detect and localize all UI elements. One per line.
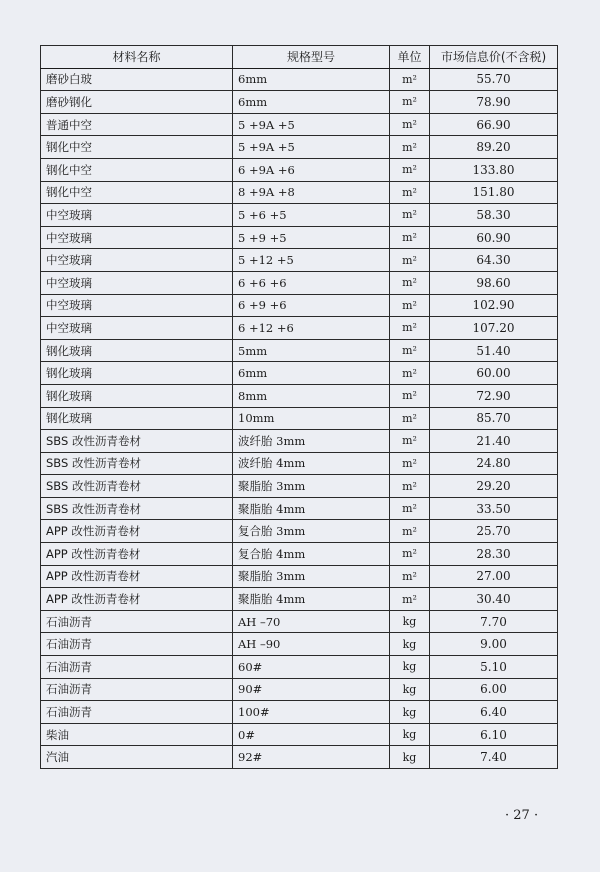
table-row — [41, 136, 558, 159]
table-row — [41, 317, 558, 340]
table-row — [41, 746, 558, 769]
table-row — [41, 181, 558, 204]
table-row — [41, 384, 558, 407]
table-row — [41, 475, 558, 498]
cell-unit: m² — [390, 475, 430, 498]
cell-price: 64.30 — [430, 249, 558, 272]
table-row — [41, 497, 558, 520]
table-row — [41, 656, 558, 679]
cell-price: 7.40 — [430, 746, 558, 769]
cell-spec-model: 0# — [233, 723, 390, 746]
cell-unit: m² — [390, 91, 430, 114]
cell-price: 60.90 — [430, 226, 558, 249]
cell-price: 6.00 — [430, 678, 558, 701]
page-number: · 27 · — [505, 808, 539, 823]
cell-material-name: SBS 改性沥青卷材 — [41, 497, 233, 520]
cell-unit: kg — [390, 610, 430, 633]
header-spec-model: 规格型号 — [233, 46, 390, 69]
cell-material-name: SBS 改性沥青卷材 — [41, 452, 233, 475]
cell-price: 6.10 — [430, 723, 558, 746]
cell-material-name: 磨砂白玻 — [41, 68, 233, 91]
cell-price: 21.40 — [430, 430, 558, 453]
cell-price: 58.30 — [430, 204, 558, 227]
cell-material-name: 钢化中空 — [41, 181, 233, 204]
table-row — [41, 271, 558, 294]
table-row — [41, 430, 558, 453]
table-row — [41, 339, 558, 362]
cell-price: 6.40 — [430, 701, 558, 724]
cell-material-name: 钢化玻璃 — [41, 362, 233, 385]
cell-spec-model: AH –70 — [233, 610, 390, 633]
cell-material-name: 钢化中空 — [41, 136, 233, 159]
cell-material-name: 磨砂钢化 — [41, 91, 233, 114]
cell-price: 51.40 — [430, 339, 558, 362]
cell-unit: m² — [390, 430, 430, 453]
cell-price: 60.00 — [430, 362, 558, 385]
table-row — [41, 520, 558, 543]
cell-spec-model: 6mm — [233, 68, 390, 91]
cell-material-name: 钢化中空 — [41, 158, 233, 181]
cell-spec-model: 聚脂胎 4mm — [233, 497, 390, 520]
cell-spec-model: 8 +9A +8 — [233, 181, 390, 204]
cell-material-name: SBS 改性沥青卷材 — [41, 430, 233, 453]
cell-spec-model: 60# — [233, 656, 390, 679]
cell-unit: m² — [390, 339, 430, 362]
cell-price: 25.70 — [430, 520, 558, 543]
table-header-row — [41, 46, 558, 69]
cell-unit: m² — [390, 158, 430, 181]
cell-material-name: 中空玻璃 — [41, 294, 233, 317]
table-row — [41, 588, 558, 611]
cell-price: 33.50 — [430, 497, 558, 520]
header-market-price: 市场信息价(不含税) — [430, 46, 558, 69]
cell-spec-model: 6 +12 +6 — [233, 317, 390, 340]
cell-unit: kg — [390, 678, 430, 701]
cell-unit: m² — [390, 407, 430, 430]
cell-spec-model: 5mm — [233, 339, 390, 362]
cell-material-name: 中空玻璃 — [41, 204, 233, 227]
cell-unit: kg — [390, 656, 430, 679]
cell-unit: m² — [390, 317, 430, 340]
cell-material-name: APP 改性沥青卷材 — [41, 565, 233, 588]
cell-price: 9.00 — [430, 633, 558, 656]
cell-price: 66.90 — [430, 113, 558, 136]
cell-unit: m² — [390, 362, 430, 385]
cell-material-name: 石油沥青 — [41, 678, 233, 701]
cell-unit: m² — [390, 520, 430, 543]
cell-unit: m² — [390, 68, 430, 91]
cell-material-name: 柴油 — [41, 723, 233, 746]
cell-material-name: 石油沥青 — [41, 701, 233, 724]
price-table — [40, 45, 558, 769]
cell-unit: kg — [390, 633, 430, 656]
cell-material-name: 石油沥青 — [41, 656, 233, 679]
cell-material-name: 汽油 — [41, 746, 233, 769]
cell-unit: m² — [390, 204, 430, 227]
cell-material-name: 中空玻璃 — [41, 317, 233, 340]
table-row — [41, 226, 558, 249]
cell-spec-model: 5 +9A +5 — [233, 113, 390, 136]
table-row — [41, 91, 558, 114]
table-row — [41, 678, 558, 701]
header-material-name: 材料名称 — [41, 46, 233, 69]
cell-spec-model: AH –90 — [233, 633, 390, 656]
table-row — [41, 68, 558, 91]
cell-spec-model: 90# — [233, 678, 390, 701]
cell-unit: m² — [390, 588, 430, 611]
cell-material-name: 普通中空 — [41, 113, 233, 136]
cell-material-name: SBS 改性沥青卷材 — [41, 475, 233, 498]
cell-price: 5.10 — [430, 656, 558, 679]
cell-spec-model: 5 +12 +5 — [233, 249, 390, 272]
table-row — [41, 362, 558, 385]
cell-spec-model: 5 +9A +5 — [233, 136, 390, 159]
cell-unit: m² — [390, 384, 430, 407]
cell-material-name: 钢化玻璃 — [41, 384, 233, 407]
cell-material-name: 钢化玻璃 — [41, 339, 233, 362]
cell-spec-model: 复合胎 3mm — [233, 520, 390, 543]
cell-spec-model: 100# — [233, 701, 390, 724]
header-unit: 单位 — [390, 46, 430, 69]
cell-spec-model: 6 +9 +6 — [233, 294, 390, 317]
cell-price: 151.80 — [430, 181, 558, 204]
cell-spec-model: 6 +6 +6 — [233, 271, 390, 294]
cell-price: 107.20 — [430, 317, 558, 340]
table-row — [41, 633, 558, 656]
cell-spec-model: 5 +6 +5 — [233, 204, 390, 227]
cell-material-name: 石油沥青 — [41, 633, 233, 656]
cell-spec-model: 聚脂胎 3mm — [233, 475, 390, 498]
table-row — [41, 452, 558, 475]
cell-material-name: 中空玻璃 — [41, 226, 233, 249]
cell-spec-model: 波纤胎 4mm — [233, 452, 390, 475]
cell-unit: kg — [390, 701, 430, 724]
table-row — [41, 294, 558, 317]
cell-material-name: APP 改性沥青卷材 — [41, 588, 233, 611]
cell-material-name: APP 改性沥青卷材 — [41, 543, 233, 566]
cell-price: 85.70 — [430, 407, 558, 430]
cell-material-name: 石油沥青 — [41, 610, 233, 633]
cell-material-name: APP 改性沥青卷材 — [41, 520, 233, 543]
cell-material-name: 钢化玻璃 — [41, 407, 233, 430]
cell-unit: m² — [390, 181, 430, 204]
cell-spec-model: 92# — [233, 746, 390, 769]
cell-spec-model: 5 +9 +5 — [233, 226, 390, 249]
cell-spec-model: 波纤胎 3mm — [233, 430, 390, 453]
cell-price: 29.20 — [430, 475, 558, 498]
cell-spec-model: 6 +9A +6 — [233, 158, 390, 181]
cell-material-name: 中空玻璃 — [41, 271, 233, 294]
cell-spec-model: 6mm — [233, 91, 390, 114]
cell-price: 72.90 — [430, 384, 558, 407]
cell-price: 28.30 — [430, 543, 558, 566]
cell-unit: m² — [390, 565, 430, 588]
cell-unit: m² — [390, 452, 430, 475]
cell-spec-model: 10mm — [233, 407, 390, 430]
cell-unit: m² — [390, 226, 430, 249]
cell-price: 133.80 — [430, 158, 558, 181]
cell-spec-model: 6mm — [233, 362, 390, 385]
cell-unit: kg — [390, 746, 430, 769]
table-body — [41, 68, 558, 768]
table-row — [41, 249, 558, 272]
cell-price: 55.70 — [430, 68, 558, 91]
table-row — [41, 723, 558, 746]
cell-unit: m² — [390, 271, 430, 294]
table-row — [41, 701, 558, 724]
table-row — [41, 407, 558, 430]
cell-price: 102.90 — [430, 294, 558, 317]
table-row — [41, 204, 558, 227]
table-row — [41, 543, 558, 566]
cell-unit: m² — [390, 543, 430, 566]
cell-spec-model: 聚脂胎 3mm — [233, 565, 390, 588]
cell-unit: m² — [390, 294, 430, 317]
cell-spec-model: 复合胎 4mm — [233, 543, 390, 566]
cell-price: 78.90 — [430, 91, 558, 114]
cell-price: 30.40 — [430, 588, 558, 611]
cell-unit: m² — [390, 136, 430, 159]
cell-price: 24.80 — [430, 452, 558, 475]
table-row — [41, 158, 558, 181]
cell-price: 98.60 — [430, 271, 558, 294]
cell-price: 89.20 — [430, 136, 558, 159]
cell-unit: m² — [390, 497, 430, 520]
cell-spec-model: 8mm — [233, 384, 390, 407]
cell-spec-model: 聚脂胎 4mm — [233, 588, 390, 611]
cell-material-name: 中空玻璃 — [41, 249, 233, 272]
cell-unit: m² — [390, 113, 430, 136]
cell-unit: kg — [390, 723, 430, 746]
table-row — [41, 565, 558, 588]
cell-unit: m² — [390, 249, 430, 272]
table-row — [41, 113, 558, 136]
table-row — [41, 610, 558, 633]
cell-price: 27.00 — [430, 565, 558, 588]
cell-price: 7.70 — [430, 610, 558, 633]
